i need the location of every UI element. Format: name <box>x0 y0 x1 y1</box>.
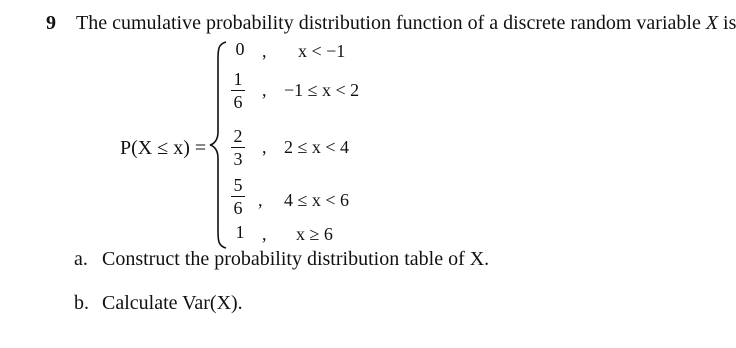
piece-3-numerator: 5 <box>233 175 243 195</box>
piece-1-separator: , <box>262 80 267 100</box>
piece-3-denominator: 6 <box>233 198 243 219</box>
part-a-label: a. <box>74 248 88 270</box>
part-a <box>74 248 489 271</box>
piece-4-condition: x ≥ 6 <box>296 224 333 244</box>
piece-1-condition: −1 ≤ x < 2 <box>284 80 360 100</box>
left-brace <box>208 40 230 250</box>
cdf-lhs: P(X ≤ x) = <box>120 137 207 159</box>
part-b-label: b. <box>74 292 89 314</box>
piece-2-fraction <box>231 127 245 168</box>
question-stem <box>76 12 736 35</box>
part-b <box>74 292 243 315</box>
part-a-text: Construct the probability distribution table of X. <box>102 248 490 270</box>
piece-1-denominator: 6 <box>233 92 243 113</box>
piece-2-numerator: 2 <box>233 126 243 146</box>
piece-4-value: 1 <box>235 222 245 242</box>
piece-0-separator: , <box>262 41 267 61</box>
stem-text: The cumulative probability distribution function of a discrete random variable <box>76 12 701 34</box>
piece-3-fraction <box>231 176 245 217</box>
piece-1-numerator: 1 <box>233 69 243 89</box>
piece-2-denominator: 3 <box>233 149 243 170</box>
stem-end: is <box>723 12 736 34</box>
piece-0-value: 0 <box>235 39 245 59</box>
piece-1-fraction <box>231 70 245 111</box>
piece-3-separator: , <box>258 190 263 210</box>
stem-variable: X <box>705 12 719 34</box>
piece-2-separator: , <box>262 137 267 157</box>
piece-4-separator: , <box>262 224 267 244</box>
part-b-text: Calculate Var(X). <box>102 292 243 314</box>
piece-2-condition: 2 ≤ x < 4 <box>284 137 350 157</box>
piece-3-condition: 4 ≤ x < 6 <box>284 190 350 210</box>
piece-0-condition: x < −1 <box>298 41 346 61</box>
question-number: 9 <box>46 12 56 34</box>
